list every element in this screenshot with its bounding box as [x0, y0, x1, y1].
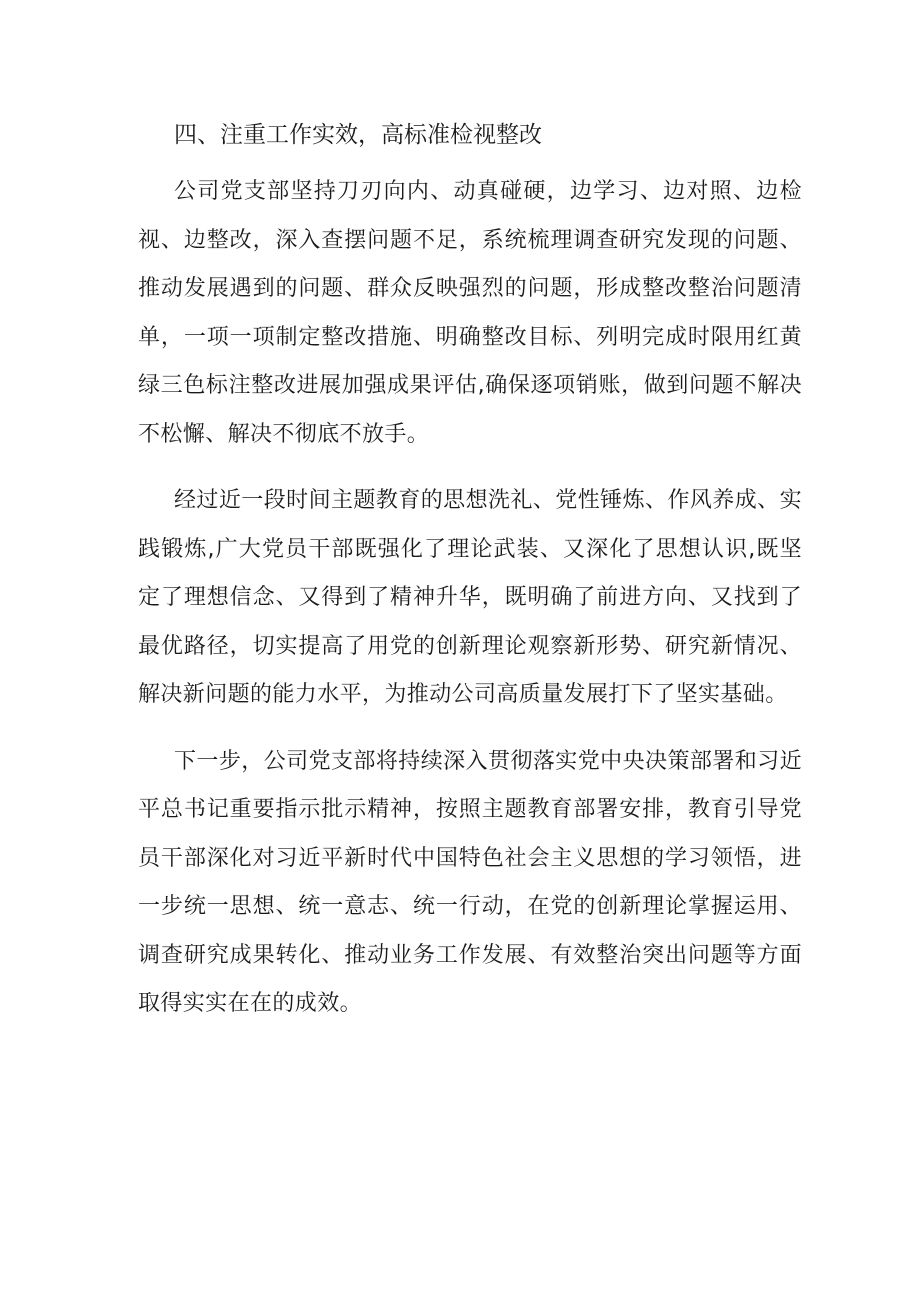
paragraph-achievements: 经过近一段时间主题教育的思想洗礼、党性锤炼、作风养成、实践锻炼,广大党员干部既强化了理论武装、又深化了思想认识,既坚定了理想信念、又得到了精神升华，既明确了前进方向、又找到了最优路径，切实提高了用党的创新理论观察新形势、研究新情况、解决新问题的能力水平，为推动公司高质量发展打下了坚实基础。	[138, 488, 802, 707]
section-heading: 四、注重工作实效，高标准检视整改	[174, 122, 542, 148]
paragraph-rectification: 公司党支部坚持刀刃向内、动真碰硬，边学习、边对照、边检视、边整改，深入查摆问题不足，系统梳理调查研究发现的问题、推动发展遇到的问题、群众反映强烈的问题，形成整改整治问题清单，一项一项制定整改措施、明确整改目标、列明完成时限用红黄绿三色标注整改进展加强成果评估,确保逐项销账，做到问题不解决不松懈、解决不彻底不放手。	[138, 179, 802, 447]
paragraph-next-steps: 下一步，公司党支部将持续深入贯彻落实党中央决策部署和习近平总书记重要指示批示精神，按照主题教育部署安排，教育引导党员干部深化对习近平新时代中国特色社会主义思想的学习领悟，进一步统一思想、统一意志、统一行动，在党的创新理论掌握运用、调查研究成果转化、推动业务工作发展、有效整治突出问题等方面取得实实在在的成效。	[138, 748, 802, 1016]
